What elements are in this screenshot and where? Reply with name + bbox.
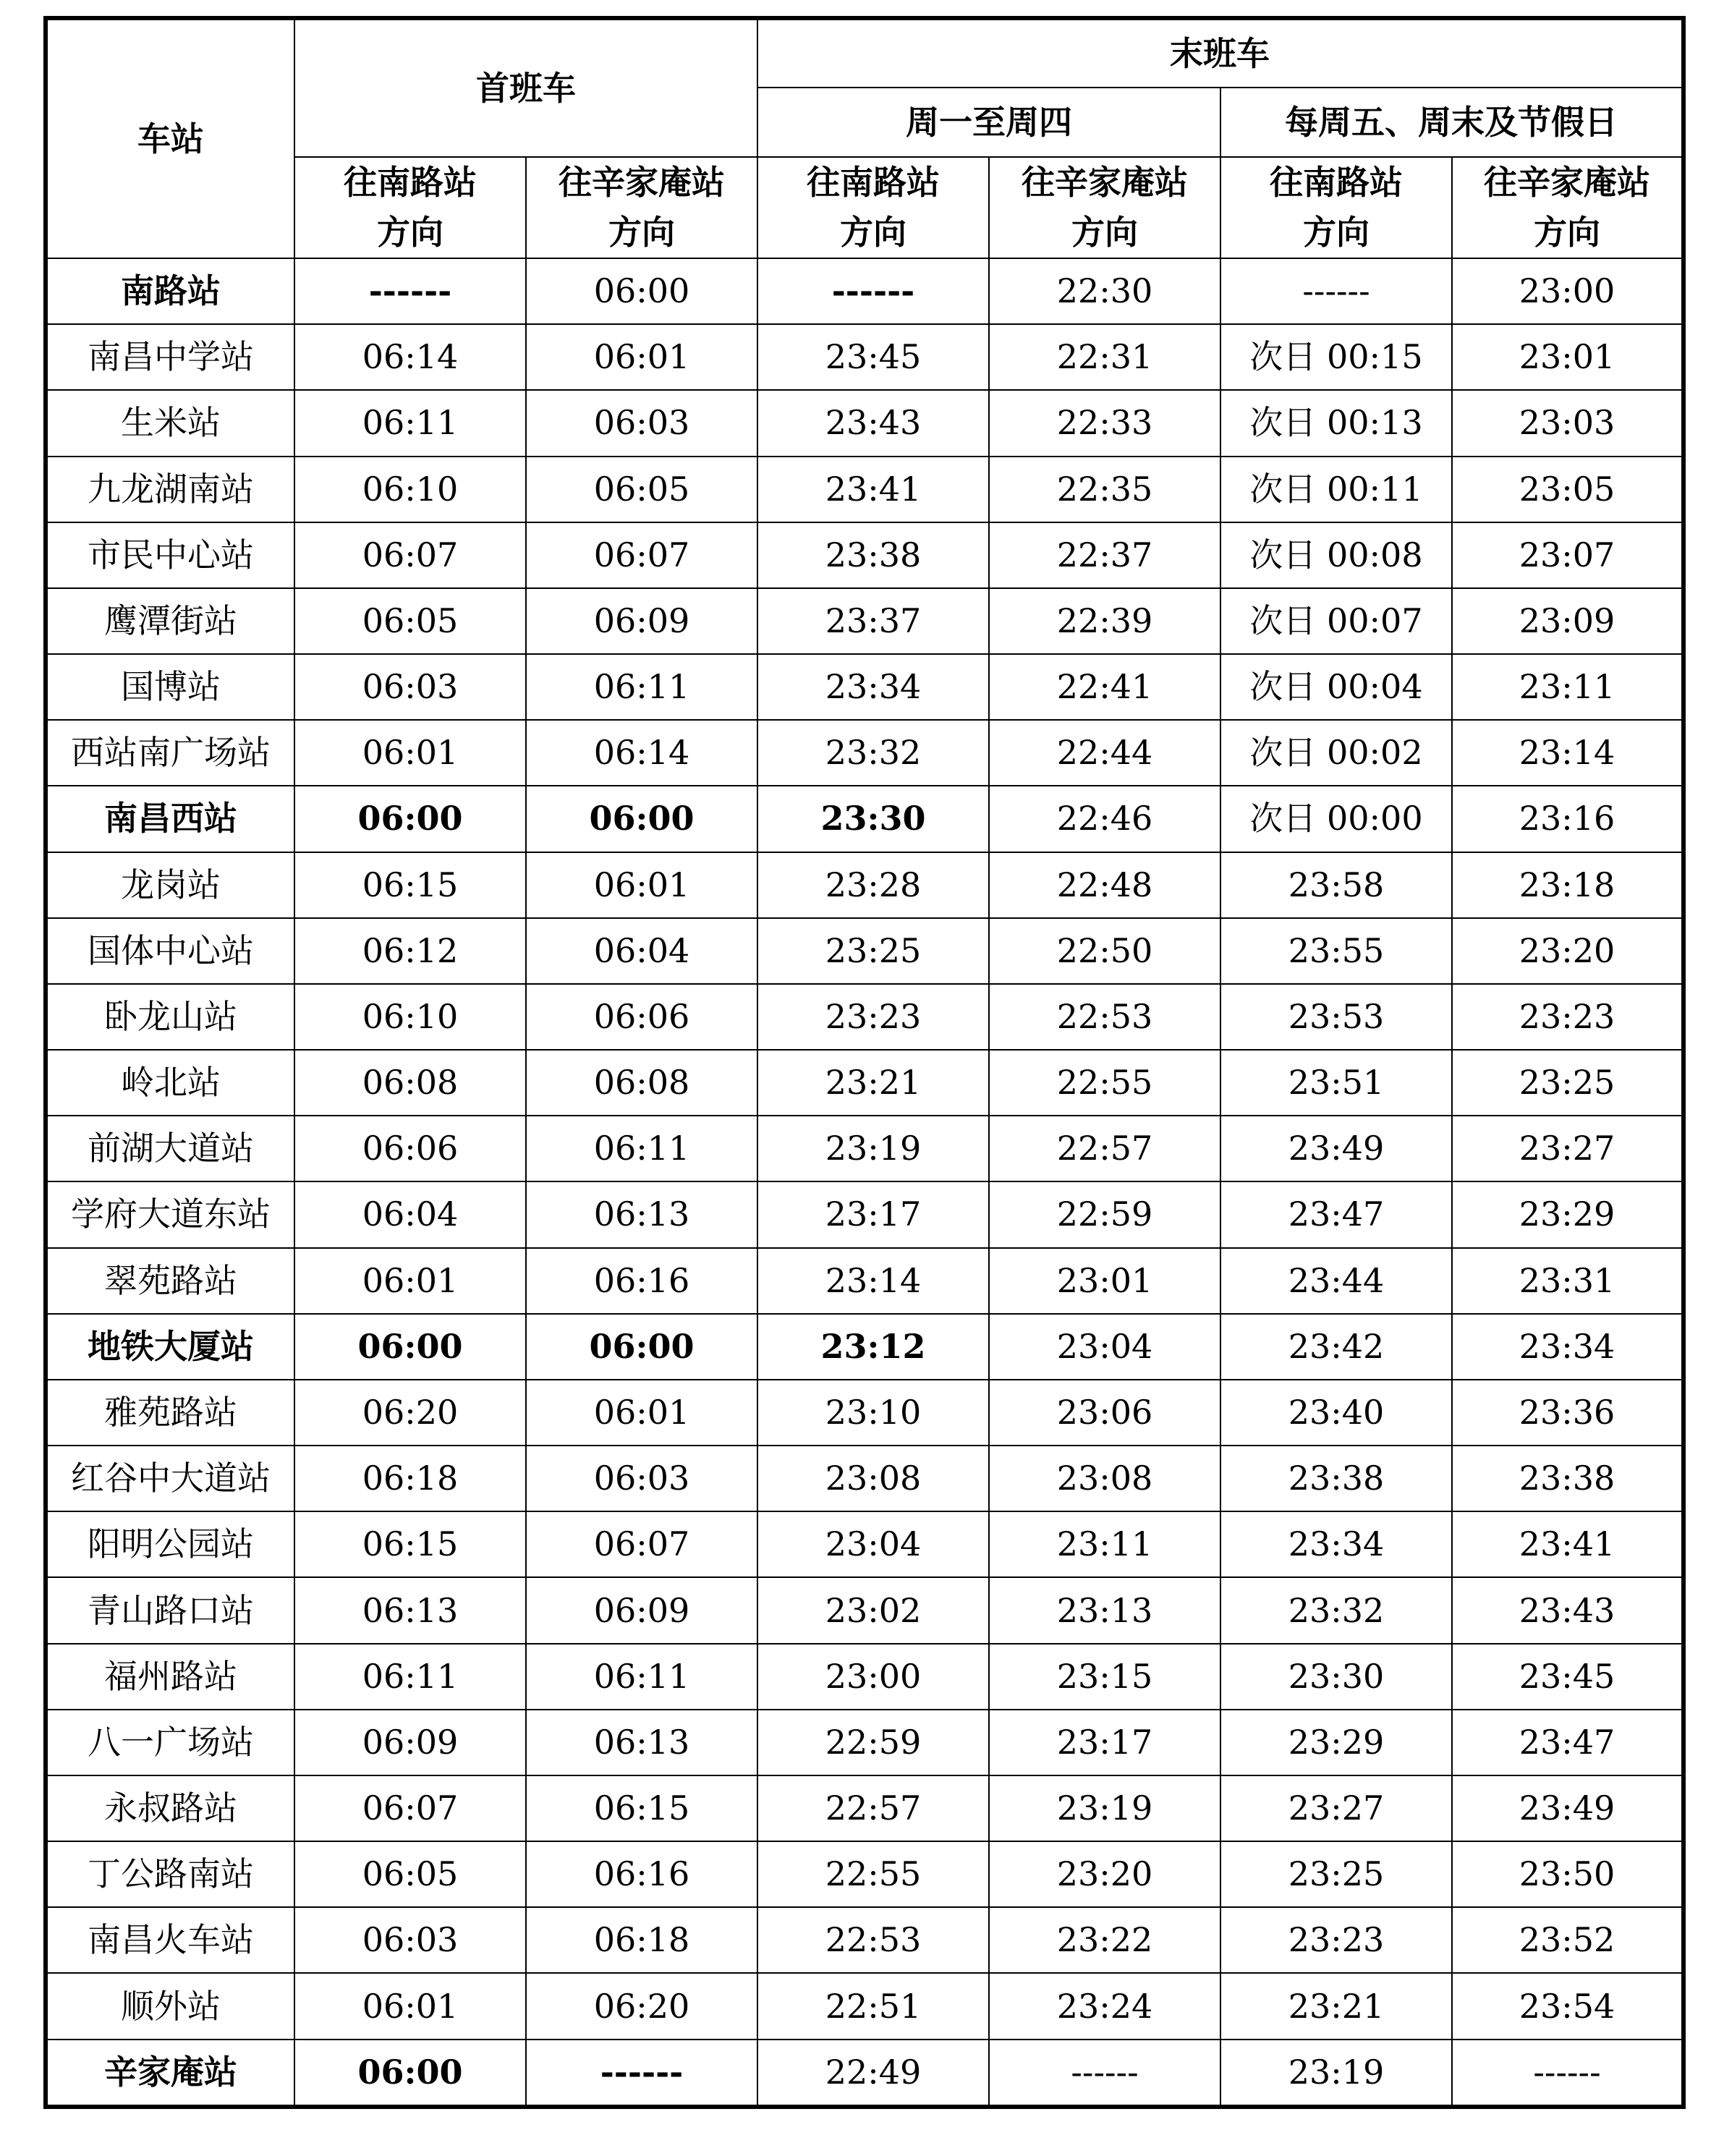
table-row [46,1116,1683,1181]
station-name: 雅苑路站 [46,1380,294,1446]
station-name: 南昌中学站 [46,324,294,390]
time-cell: 23:36 [1452,1380,1683,1446]
station-name: 顺外站 [46,1973,294,2039]
time-cell: 次日 00:15 [1220,324,1452,390]
time-cell: ------ [526,2040,757,2107]
time-cell: 23:51 [1220,1050,1452,1116]
time-cell: ------ [294,258,526,324]
station-name: 岭北站 [46,1050,294,1116]
station-name: 九龙湖南站 [46,457,294,522]
time-cell: 22:41 [989,654,1220,720]
holiday-dir-xinjiaan-header: 往辛家庵站 方向 [1452,157,1683,258]
time-cell: 22:31 [989,324,1220,390]
time-cell: 23:34 [757,654,989,720]
time-cell: 23:15 [989,1644,1220,1710]
time-cell: 23:01 [989,1248,1220,1314]
table-row [46,2040,1683,2107]
time-cell: 23:24 [989,1973,1220,2039]
station-name: 地铁大厦站 [46,1314,294,1380]
time-cell: 22:59 [757,1710,989,1775]
time-cell: 06:07 [526,1511,757,1577]
table-row [46,1050,1683,1116]
station-name: 阳明公园站 [46,1511,294,1577]
table-row [46,324,1683,390]
time-cell: 23:27 [1220,1775,1452,1841]
station-name: 国博站 [46,654,294,720]
time-cell: 23:38 [1220,1446,1452,1511]
time-cell: 23:52 [1452,1907,1683,1973]
time-cell: 23:00 [1452,258,1683,324]
time-cell: 23:30 [757,786,989,852]
station-name: 南昌西站 [46,786,294,852]
time-cell: 22:51 [757,1973,989,2039]
last-train-header: 末班车 [757,18,1683,88]
table-row [46,1577,1683,1643]
time-cell: 次日 00:02 [1220,720,1452,786]
time-cell: 06:03 [294,654,526,720]
time-cell: 06:15 [526,1775,757,1841]
time-cell: 06:11 [526,654,757,720]
time-cell: 06:06 [526,984,757,1050]
time-cell: 23:28 [757,852,989,918]
station-name: 红谷中大道站 [46,1446,294,1511]
time-cell: 23:13 [989,1577,1220,1643]
time-cell: 23:47 [1220,1181,1452,1247]
time-cell: 06:03 [526,390,757,456]
time-cell: 06:16 [526,1841,757,1907]
time-cell: 06:15 [294,852,526,918]
time-cell: 23:14 [1452,720,1683,786]
time-cell: ------ [1452,2040,1683,2107]
table-row [46,457,1683,522]
station-name: 卧龙山站 [46,984,294,1050]
time-cell: 22:44 [989,720,1220,786]
time-cell: 06:07 [294,522,526,588]
time-cell: 06:07 [294,1775,526,1841]
time-cell: ------ [757,258,989,324]
station-name: 永叔路站 [46,1775,294,1841]
time-cell: 23:08 [989,1446,1220,1511]
time-cell: 06:03 [294,1907,526,1973]
time-cell: 23:44 [1220,1248,1452,1314]
time-cell: 06:13 [526,1181,757,1247]
station-name: 龙岗站 [46,852,294,918]
time-cell: 23:25 [1220,1841,1452,1907]
time-cell: 06:00 [526,786,757,852]
time-cell: 23:41 [757,457,989,522]
station-name: 生米站 [46,390,294,456]
time-cell: 22:37 [989,522,1220,588]
time-cell: 23:03 [1452,390,1683,456]
time-cell: 23:16 [1452,786,1683,852]
timetable-body [46,258,1683,2107]
time-cell: 06:01 [526,324,757,390]
time-cell: 23:04 [989,1314,1220,1380]
station-name: 南昌火车站 [46,1907,294,1973]
time-cell: 06:14 [526,720,757,786]
fri-weekend-holiday-header: 每周五、周末及节假日 [1220,88,1683,157]
time-cell: 23:11 [989,1511,1220,1577]
time-cell: 23:45 [757,324,989,390]
station-name: 市民中心站 [46,522,294,588]
time-cell: 23:19 [1220,2040,1452,2107]
table-row [46,522,1683,588]
time-cell: 06:01 [526,1380,757,1446]
table-row [46,1314,1683,1380]
time-cell: 23:43 [1452,1577,1683,1643]
time-cell: 23:08 [757,1446,989,1511]
time-cell: 23:34 [1220,1511,1452,1577]
time-cell: 23:05 [1452,457,1683,522]
time-cell: 22:55 [989,1050,1220,1116]
timetable-header [46,18,1683,258]
time-cell: 23:55 [1220,918,1452,984]
table-row [46,720,1683,786]
time-cell: 06:00 [294,2040,526,2107]
table-row [46,1380,1683,1446]
time-cell: 23:25 [1452,1050,1683,1116]
time-cell: 22:55 [757,1841,989,1907]
time-cell: 06:13 [294,1577,526,1643]
time-cell: 23:32 [757,720,989,786]
table-row [46,1248,1683,1314]
time-cell: 22:57 [757,1775,989,1841]
time-cell: ------ [989,2040,1220,2107]
table-row [46,1446,1683,1511]
time-cell: 次日 00:13 [1220,390,1452,456]
time-cell: 23:40 [1220,1380,1452,1446]
time-cell: 22:39 [989,588,1220,654]
time-cell: 06:00 [526,258,757,324]
time-cell: 06:13 [526,1710,757,1775]
time-cell: 06:00 [294,1314,526,1380]
time-cell: 23:22 [989,1907,1220,1973]
time-cell: 23:23 [757,984,989,1050]
time-cell: 06:05 [294,588,526,654]
time-cell: 23:42 [1220,1314,1452,1380]
time-cell: 06:05 [526,457,757,522]
time-cell: ------ [1220,258,1452,324]
time-cell: 23:32 [1220,1577,1452,1643]
table-row [46,1644,1683,1710]
table-row [46,1841,1683,1907]
station-name: 福州路站 [46,1644,294,1710]
time-cell: 06:01 [526,852,757,918]
time-cell: 23:19 [757,1116,989,1181]
time-cell: 23:09 [1452,588,1683,654]
station-name: 学府大道东站 [46,1181,294,1247]
table-row [46,786,1683,852]
timetable [43,16,1686,2109]
time-cell: 06:09 [294,1710,526,1775]
time-cell: 06:11 [294,1644,526,1710]
time-cell: 23:49 [1220,1116,1452,1181]
time-cell: 06:01 [294,720,526,786]
table-row [46,1511,1683,1577]
time-cell: 06:03 [526,1446,757,1511]
time-cell: 22:46 [989,786,1220,852]
time-cell: 23:37 [757,588,989,654]
time-cell: 23:30 [1220,1644,1452,1710]
time-cell: 22:30 [989,258,1220,324]
holiday-dir-nanlu-header: 往南路站 方向 [1220,157,1452,258]
time-cell: 06:20 [294,1380,526,1446]
time-cell: 23:20 [1452,918,1683,984]
first-train-header: 首班车 [294,18,757,157]
time-cell: 06:05 [294,1841,526,1907]
time-cell: 23:11 [1452,654,1683,720]
time-cell: 22:33 [989,390,1220,456]
time-cell: 23:18 [1452,852,1683,918]
time-cell: 06:18 [294,1446,526,1511]
time-cell: 23:47 [1452,1710,1683,1775]
station-name: 鹰潭街站 [46,588,294,654]
time-cell: 23:21 [1220,1973,1452,2039]
time-cell: 23:17 [757,1181,989,1247]
time-cell: 23:31 [1452,1248,1683,1314]
time-cell: 06:11 [526,1644,757,1710]
time-cell: 23:06 [989,1380,1220,1446]
table-row [46,1710,1683,1775]
time-cell: 22:53 [757,1907,989,1973]
time-cell: 23:21 [757,1050,989,1116]
time-cell: 次日 00:00 [1220,786,1452,852]
table-row [46,1775,1683,1841]
time-cell: 23:25 [757,918,989,984]
station-name: 前湖大道站 [46,1116,294,1181]
time-cell: 23:17 [989,1710,1220,1775]
table-row [46,654,1683,720]
time-cell: 06:11 [526,1116,757,1181]
time-cell: 06:16 [526,1248,757,1314]
time-cell: 23:45 [1452,1644,1683,1710]
mon-thu-header: 周一至周四 [757,88,1220,157]
time-cell: 23:01 [1452,324,1683,390]
time-cell: 06:20 [526,1973,757,2039]
time-cell: 06:04 [294,1181,526,1247]
time-cell: 23:14 [757,1248,989,1314]
station-name: 翠苑路站 [46,1248,294,1314]
table-row [46,1181,1683,1247]
time-cell: 06:01 [294,1973,526,2039]
time-cell: 06:07 [526,522,757,588]
table-row [46,1907,1683,1973]
time-cell: 06:09 [526,588,757,654]
time-cell: 23:29 [1452,1181,1683,1247]
time-cell: 23:23 [1452,984,1683,1050]
station-name: 青山路口站 [46,1577,294,1643]
time-cell: 06:14 [294,324,526,390]
time-cell: 23:29 [1220,1710,1452,1775]
time-cell: 23:50 [1452,1841,1683,1907]
time-cell: 22:35 [989,457,1220,522]
first-dir-xinjiaan-header: 往辛家庵站 方向 [526,157,757,258]
time-cell: 23:38 [757,522,989,588]
time-cell: 23:34 [1452,1314,1683,1380]
time-cell: 23:07 [1452,522,1683,588]
station-name: 西站南广场站 [46,720,294,786]
time-cell: 23:53 [1220,984,1452,1050]
time-cell: 22:53 [989,984,1220,1050]
station-name: 南路站 [46,258,294,324]
time-cell: 22:48 [989,852,1220,918]
time-cell: 06:10 [294,457,526,522]
time-cell: 23:23 [1220,1907,1452,1973]
time-cell: 06:15 [294,1511,526,1577]
time-cell: 23:27 [1452,1116,1683,1181]
time-cell: 次日 00:08 [1220,522,1452,588]
time-cell: 23:00 [757,1644,989,1710]
time-cell: 23:58 [1220,852,1452,918]
station-header: 车站 [46,18,294,258]
station-name: 国体中心站 [46,918,294,984]
time-cell: 06:08 [526,1050,757,1116]
table-row [46,918,1683,984]
time-cell: 06:10 [294,984,526,1050]
first-dir-nanlu-header: 往南路站 方向 [294,157,526,258]
time-cell: 06:08 [294,1050,526,1116]
time-cell: 23:41 [1452,1511,1683,1577]
time-cell: 23:02 [757,1577,989,1643]
time-cell: 次日 00:04 [1220,654,1452,720]
table-row [46,588,1683,654]
time-cell: 06:00 [526,1314,757,1380]
time-cell: 23:12 [757,1314,989,1380]
time-cell: 次日 00:11 [1220,457,1452,522]
time-cell: 23:43 [757,390,989,456]
time-cell: 22:49 [757,2040,989,2107]
time-cell: 23:38 [1452,1446,1683,1511]
time-cell: 22:50 [989,918,1220,984]
time-cell: 次日 00:07 [1220,588,1452,654]
time-cell: 06:04 [526,918,757,984]
table-row [46,258,1683,324]
time-cell: 23:04 [757,1511,989,1577]
station-name: 丁公路南站 [46,1841,294,1907]
time-cell: 06:06 [294,1116,526,1181]
table-row [46,1973,1683,2039]
weekday-dir-xinjiaan-header: 往辛家庵站 方向 [989,157,1220,258]
weekday-dir-nanlu-header: 往南路站 方向 [757,157,989,258]
time-cell: 06:12 [294,918,526,984]
time-cell: 23:10 [757,1380,989,1446]
time-cell: 06:18 [526,1907,757,1973]
time-cell: 06:09 [526,1577,757,1643]
station-name: 八一广场站 [46,1710,294,1775]
time-cell: 06:01 [294,1248,526,1314]
time-cell: 23:49 [1452,1775,1683,1841]
time-cell: 22:59 [989,1181,1220,1247]
table-row [46,852,1683,918]
time-cell: 23:19 [989,1775,1220,1841]
station-name: 辛家庵站 [46,2040,294,2107]
time-cell: 06:00 [294,786,526,852]
table-row [46,390,1683,456]
time-cell: 06:11 [294,390,526,456]
table-row [46,984,1683,1050]
time-cell: 23:54 [1452,1973,1683,2039]
time-cell: 22:57 [989,1116,1220,1181]
time-cell: 23:20 [989,1841,1220,1907]
